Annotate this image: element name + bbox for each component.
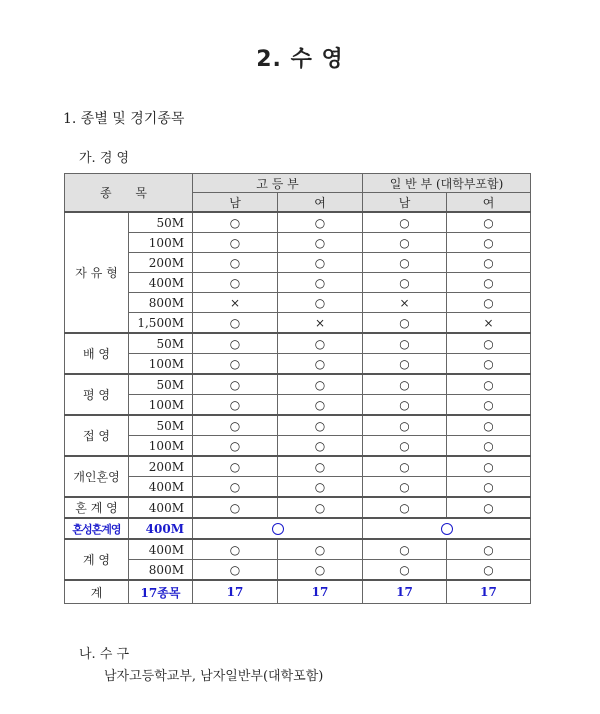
- mark: ○: [278, 415, 363, 436]
- mark: ○: [193, 374, 278, 395]
- distance: 400M: [129, 539, 193, 560]
- table-row: [65, 233, 531, 253]
- distance: 100M: [129, 354, 193, 375]
- mark: ×: [193, 293, 278, 313]
- distance: 50M: [129, 333, 193, 354]
- mark: ○: [193, 333, 278, 354]
- mark: ×: [363, 293, 447, 313]
- mark: ○: [447, 415, 531, 436]
- total-row: [65, 580, 531, 604]
- header-high-male: 남: [193, 193, 278, 213]
- mark: ○: [193, 497, 278, 518]
- mark: ○: [447, 273, 531, 293]
- circle-mark-icon: [441, 523, 453, 535]
- distance: 400M: [129, 497, 193, 518]
- distance: 50M: [129, 415, 193, 436]
- mark: ○: [447, 456, 531, 477]
- mark: ○: [278, 539, 363, 560]
- mark: ○: [363, 560, 447, 581]
- mark: ○: [193, 313, 278, 334]
- distance: 400M: [129, 477, 193, 498]
- total-events: 17종목: [129, 580, 193, 604]
- table-row: [65, 560, 531, 581]
- mark: ○: [278, 497, 363, 518]
- distance: 800M: [129, 560, 193, 581]
- table-row: [65, 253, 531, 273]
- distance: 200M: [129, 456, 193, 477]
- mark: ○: [447, 253, 531, 273]
- mark: ○: [278, 560, 363, 581]
- mark: ○: [447, 333, 531, 354]
- mark: ○: [193, 212, 278, 233]
- mark: ×: [278, 313, 363, 334]
- category-label: 개인혼영: [65, 456, 129, 497]
- distance: 400M: [129, 273, 193, 293]
- mark: ○: [363, 273, 447, 293]
- table-row: [65, 477, 531, 498]
- total-label: 계: [65, 580, 129, 604]
- mark: ○: [278, 233, 363, 253]
- mark: ○: [363, 456, 447, 477]
- mark: ○: [193, 354, 278, 375]
- total-count: 17: [363, 580, 447, 604]
- mark: ○: [447, 477, 531, 498]
- mark: ○: [193, 233, 278, 253]
- mark: ○: [193, 415, 278, 436]
- category-label: 혼성혼계영: [65, 518, 129, 539]
- header-event: 종 목: [65, 174, 193, 213]
- mark: ○: [447, 560, 531, 581]
- mark: ○: [278, 253, 363, 273]
- mark: ○: [447, 354, 531, 375]
- distance: 400M: [129, 518, 193, 539]
- category-label: 자 유 형: [65, 212, 129, 333]
- category-label: 평 영: [65, 374, 129, 415]
- distance: 50M: [129, 212, 193, 233]
- subsection-heading-waterpolo: 나. 수 구: [79, 647, 130, 662]
- distance: 50M: [129, 374, 193, 395]
- mark: ○: [278, 456, 363, 477]
- mark: ○: [278, 374, 363, 395]
- mark: ○: [278, 212, 363, 233]
- distance: 100M: [129, 395, 193, 416]
- mark: ○: [447, 293, 531, 313]
- distance: 200M: [129, 253, 193, 273]
- mark: ○: [447, 374, 531, 395]
- header-high-school: 고 등 부: [193, 174, 363, 193]
- mark: ○: [447, 233, 531, 253]
- section-heading: 1. 종별 및 경기종목: [63, 111, 185, 127]
- mark: ○: [363, 212, 447, 233]
- mark: ○: [447, 212, 531, 233]
- mark: ○: [363, 333, 447, 354]
- mark: ○: [278, 333, 363, 354]
- mark: ○: [363, 497, 447, 518]
- table-row: [65, 354, 531, 375]
- mark: ○: [447, 497, 531, 518]
- distance: 800M: [129, 293, 193, 313]
- mark: ○: [363, 233, 447, 253]
- mixed-general-mark: [363, 518, 531, 539]
- header-high-female: 여: [278, 193, 363, 213]
- header-general-female: 여: [447, 193, 531, 213]
- header-general: 일 반 부 (대학부포함): [363, 174, 531, 193]
- events-table: [64, 173, 531, 604]
- table-row: [65, 374, 531, 395]
- category-label: 혼 계 영: [65, 497, 129, 518]
- mark: ○: [363, 539, 447, 560]
- mark: ○: [278, 477, 363, 498]
- mark: ○: [363, 436, 447, 457]
- table-row: [65, 273, 531, 293]
- table-row-mixed-relay: [65, 518, 531, 539]
- mark: ○: [278, 273, 363, 293]
- header-general-male: 남: [363, 193, 447, 213]
- mark: ○: [193, 253, 278, 273]
- table-row: [65, 497, 531, 518]
- mark: ○: [193, 436, 278, 457]
- mark: ○: [193, 395, 278, 416]
- mark: ○: [363, 477, 447, 498]
- mark: ○: [193, 539, 278, 560]
- category-label: 계 영: [65, 539, 129, 580]
- mark: ×: [447, 313, 531, 334]
- total-count: 17: [193, 580, 278, 604]
- total-count: 17: [278, 580, 363, 604]
- mixed-high-mark: [193, 518, 363, 539]
- table-row: [65, 212, 531, 233]
- mark: ○: [447, 395, 531, 416]
- table-row: [65, 293, 531, 313]
- category-label: 접 영: [65, 415, 129, 456]
- table-row: [65, 539, 531, 560]
- mark: ○: [363, 374, 447, 395]
- table-row: [65, 415, 531, 436]
- mark: ○: [278, 354, 363, 375]
- mark: ○: [363, 415, 447, 436]
- mark: ○: [363, 313, 447, 334]
- table-row: [65, 313, 531, 334]
- category-label: 배 영: [65, 333, 129, 374]
- waterpolo-note: 남자고등학교부, 남자일반부(대학포함): [104, 669, 324, 684]
- mark: ○: [278, 395, 363, 416]
- mark: ○: [278, 436, 363, 457]
- table-row: [65, 333, 531, 354]
- mark: ○: [193, 456, 278, 477]
- table-row: [65, 395, 531, 416]
- mark: ○: [278, 293, 363, 313]
- mark: ○: [363, 253, 447, 273]
- subsection-heading-swimming: 가. 경 영: [79, 151, 130, 166]
- mark: ○: [193, 477, 278, 498]
- total-count: 17: [447, 580, 531, 604]
- page-title: 2. 수 영: [256, 47, 344, 72]
- distance: 1,500M: [129, 313, 193, 334]
- mark: ○: [363, 354, 447, 375]
- table-row: [65, 456, 531, 477]
- mark: ○: [193, 560, 278, 581]
- mark: ○: [447, 539, 531, 560]
- mark: ○: [363, 395, 447, 416]
- distance: 100M: [129, 233, 193, 253]
- circle-mark-icon: [272, 523, 284, 535]
- table-row: [65, 436, 531, 457]
- distance: 100M: [129, 436, 193, 457]
- mark: ○: [193, 273, 278, 293]
- mark: ○: [447, 436, 531, 457]
